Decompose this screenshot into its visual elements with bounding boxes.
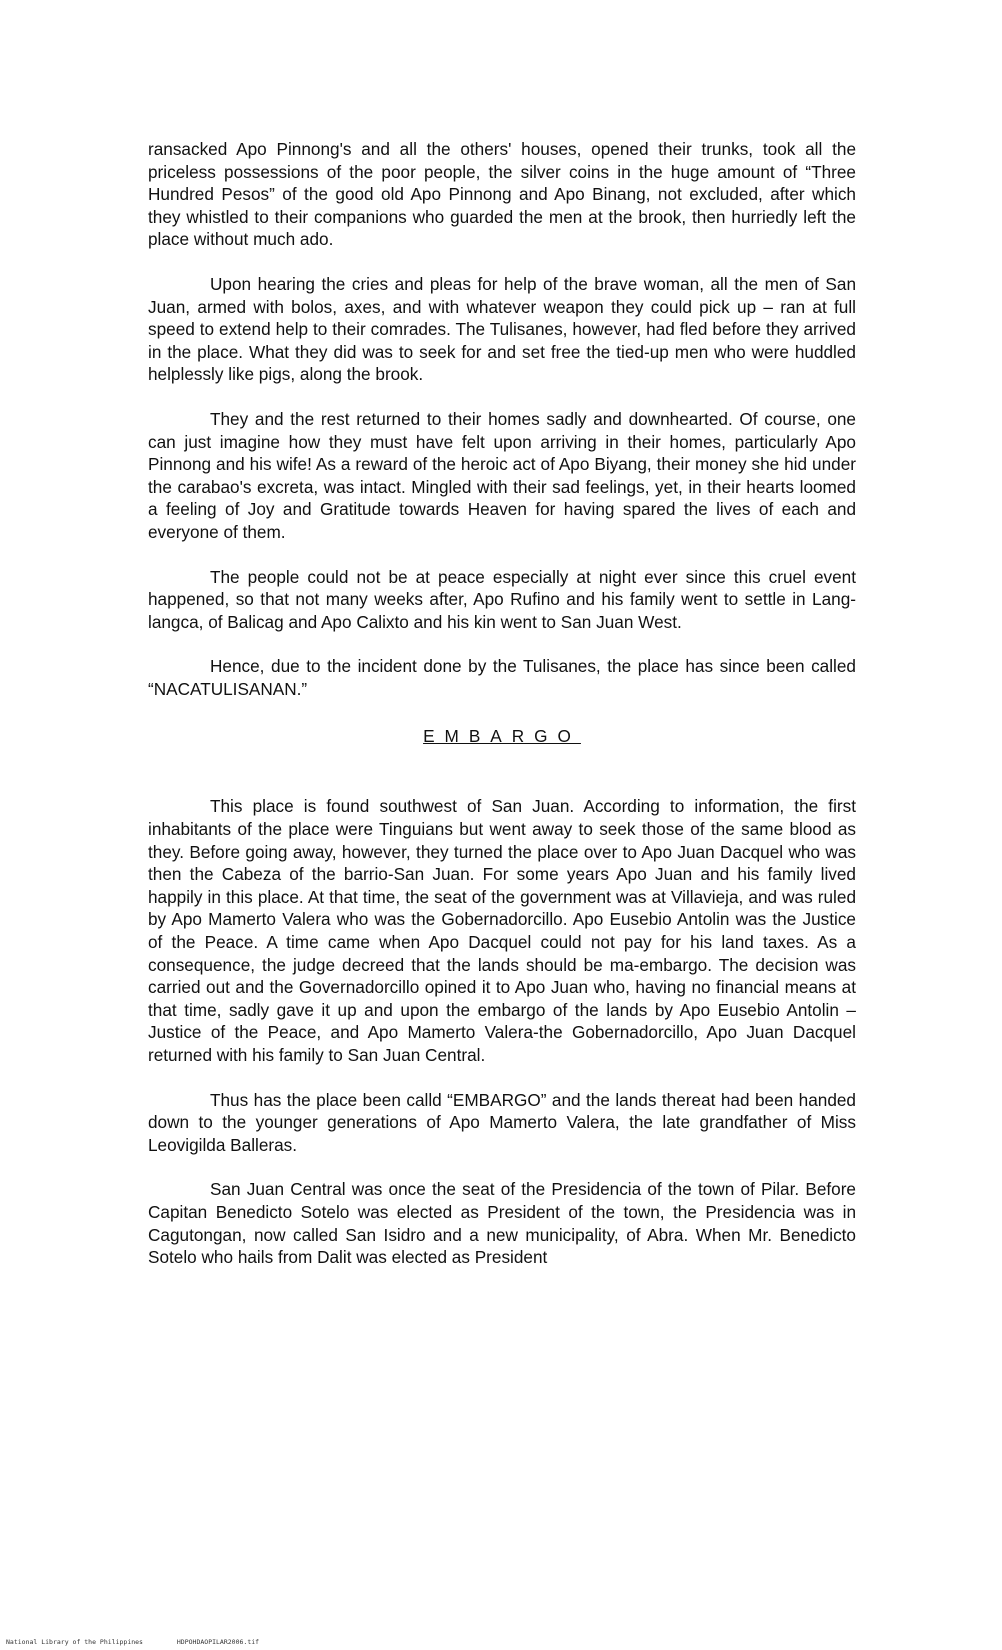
paragraph-continuation: ransacked Apo Pinnong's and all the others' houses, opened their trunks, took all the priceless possessions of the poor people, the silver coins in the huge amount of “Three Hundred Pesos” of the good old Apo Pinnong and Apo Binang, not excluded, after which they whistled to their companions who guarded the men at the brook, then hurriedly left the place without much ado. bbox=[148, 139, 856, 250]
paragraph-embargo-history: This place is found southwest of San Juan. According to information, the first inhabitants of the place were Tinguians but went away to seek those of the same blood as they. Before going away, however, they turned the place over to Apo Juan Dacquel who was then the Cabeza of the barrio-San Juan. For some years Apo Juan and his family lived happily in this place. At that time, the seat of the government was at Villavieja, and was ruled by Apo Mamerto Valera who was the Gobernadorcillo. Apo Eusebio Antolin was the Justice of the Peace. A time came when Apo Dacquel could not pay for his land taxes. As a consequence, the judge decreed that the lands should be ma-embargo. The decision was carried out and the Governadorcillo opined it to Apo Juan who, having no financial means at that time, sadly gave it up and upon the embargo of the lands by Apo Eusebio Antolin – Justice of the Peace, and Apo Mamerto Valera-the Gobernadorcillo, Apo Juan Dacquel returned with his family to San Juan Central. bbox=[148, 796, 856, 1065]
paragraph-rescue: Upon hearing the cries and pleas for help of the brave woman, all the men of San Juan, armed with bolos, axes, and with whatever weapon they could pick up – ran at full speed to extend help to their comrades. The Tulisanes, however, had fled before they arrived in the place. What they did was to seek for and set free the tied-up men who were huddled helplessly like pigs, along the brook. bbox=[148, 273, 856, 385]
document-page bbox=[148, 138, 856, 1291]
footer-file-id: HDPOHDAOPILAR2006.tif bbox=[176, 1638, 260, 1646]
paragraph-embargo-name: Thus has the place been calld “EMBARGO” and the lands thereat had been handed down to the younger generations of Apo Mamerto Valera, the late grandfather of Miss Leovigilda Balleras. bbox=[148, 1089, 856, 1155]
paragraph-san-juan-central: San Juan Central was once the seat of the Presidencia of the town of Pilar. Before Capitan Benedicto Sotelo was elected as President of the town, the Presidencia was in Cagutongan, now called San Isidro and a new municipality, of Abra. When Mr. Benedicto Sotelo who hails from Dalit was elected as President bbox=[148, 1179, 856, 1268]
paragraph-return-home: They and the rest returned to their homes sadly and downhearted. Of course, one can just imagine how they must have felt upon arriving in their homes, particularly Apo Pinnong and his wife! As a reward of the heroic act of Apo Biyang, their money she hid under the carabao's excreta, was intact. Mingled with their sad feelings, yet, in their hearts loomed a feeling of Joy and Gratitude towards Heaven for having spared the lives of each and everyone of them. bbox=[148, 408, 856, 542]
paragraph-resettle: The people could not be at peace especially at night ever since this cruel event happened, so that not many weeks after, Apo Rufino and his family went to settle in Lang-langca, of Balicag and Apo Calixto and his kin went to San Juan West. bbox=[148, 566, 856, 632]
footer-library: National Library of the Philippines bbox=[6, 1638, 143, 1646]
scan-footer bbox=[6, 1638, 289, 1646]
section-heading-embargo: EMBARGO bbox=[423, 726, 581, 747]
paragraph-nacatulisanan: Hence, due to the incident done by the Tulisanes, the place has since been called “NACATULISANAN.” bbox=[148, 656, 856, 699]
